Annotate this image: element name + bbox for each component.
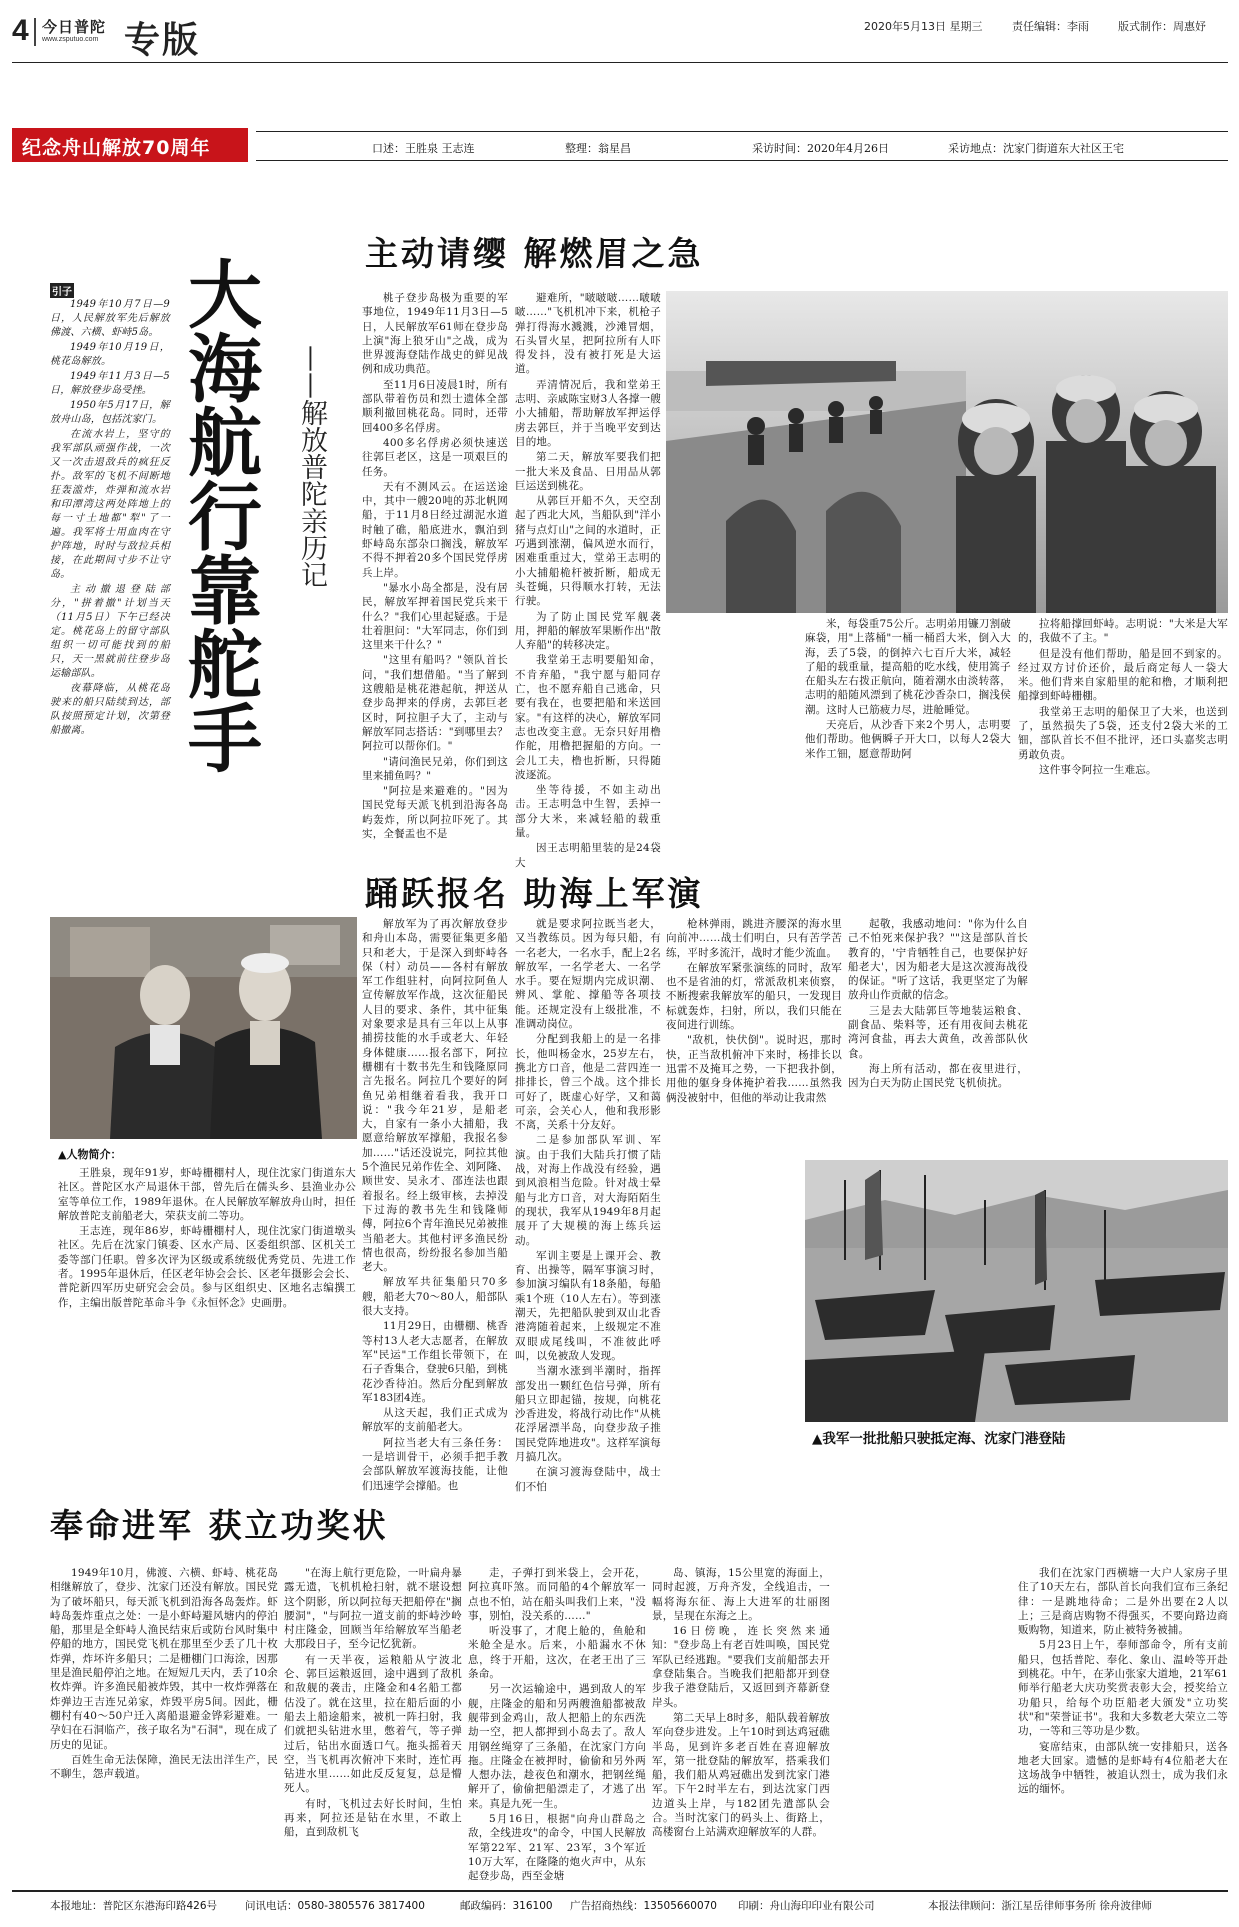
interviewees-photo-graphic bbox=[50, 917, 357, 1139]
article-paragraph: 我们在沈家门西横塘一大户人家房子里住了10天左右，部队首长向我们宣布三条纪律：一是跳地待命；二是外出要在2人以上；三是商店购物不得强买，不要向路边商贩购物，知道来，防止被特务被捕。 bbox=[1018, 1567, 1228, 1637]
section3-column-5 bbox=[1018, 1566, 1228, 1870]
footer-ad-phone: 广告招商热线：13505660070 bbox=[570, 1900, 717, 1912]
harbor-photo-graphic bbox=[805, 1160, 1228, 1422]
section1-column-1 bbox=[362, 291, 508, 853]
footer-phone: 问讯电话：0580-3805576 3817400 bbox=[245, 1900, 425, 1912]
intro-paragraph: 在流水岩上，坚守的我军部队顽强作战，一次又一次击退敌兵的疯狂反扑。敌军的飞机不间断地狂轰滥炸，炸弹和流水岩和印潭湾这两处阵地上的每一寸土地都"犁"了一遍。我军将士用血肉在守护阵地，时时与敌拉兵相接，在此期间寸步不让守岛。 bbox=[50, 429, 170, 580]
section2-column-2 bbox=[515, 917, 661, 1493]
article-paragraph: 我堂弟王志明要船知命，不肯弃船，"我宁愿与船同存亡，也不愿弃船自己逃命，只要有我在，也要把船和米送回家。"有这样的决心，解放军同志也改变主意。无奈只好用橹作舵，用橹把握船的方向。一会儿工夫，橹也折断，只得随波逐流。 bbox=[515, 654, 661, 781]
section3-column-4 bbox=[652, 1566, 830, 1870]
section2-column-3 bbox=[666, 917, 842, 1157]
article-paragraph: 但是没有他们帮助，船是回不到家的。经过双方讨价还价，最后商定每人一袋大米。他们背来自家船里的舵和橹，才顺利把船撑到虾峙栅棚。 bbox=[1018, 647, 1228, 703]
article-paragraph: 天亮后，从沙香下来2个男人，志明要他们帮助。他俩瞬子开大口，以每人2袋大米作工钿，愿意帮助阿 bbox=[805, 719, 1011, 760]
article-paragraph: 听没事了，才爬上舱的，鱼舱和米舱全是水。后来，小船漏水不休息，终于开船，这次，在老王出了三条命。 bbox=[468, 1625, 646, 1681]
masthead-layout: 版式制作：周惠妤 bbox=[1118, 20, 1206, 33]
article-paragraph: 11月29日，由栅棚、桃香等村13人老大志愿者，在解放军"民运"工作组长带领下，在石子香集合，登驶6只船，到桃花沙香待泊。然后分配到解放军183团4连。 bbox=[362, 1320, 508, 1404]
article-paragraph: 二是参加部队军训、军演。由于我们大陆兵打惯了陆战，对海上作战没有经验，遇到风浪相当危险。针对战士晕船与北方口音，对大海陌陌生的现状，我军从1949年8月起展开了大规模的海上练兵运动。 bbox=[515, 1134, 661, 1247]
section1-column-4 bbox=[1018, 617, 1228, 853]
article-paragraph: "敌机，快伏倒"。说时迟，那时快，正当敌机俯冲下来时，杨排长以迅雷不及掩耳之势，一下把我扑倒，用他的躯身身体掩护着我……虽然我俩没被射中，但他的举动让我肃然 bbox=[666, 1034, 842, 1104]
intro-paragraph: 夜幕降临，从桃花岛驶来的船只陆续到达，部队按照预定计划，次第登船撤离。 bbox=[50, 683, 170, 736]
interviewees-photo bbox=[50, 917, 357, 1139]
article-paragraph: 分配到我船上的是一名排长，他叫杨金水，25岁左右，携北方口音，他是二营四连一排排长，曾三个战。这个排长可好了，既虚心好学，又和蔼可亲，会关心人，他和我形影不离，关系十分友好。 bbox=[515, 1033, 661, 1132]
anniversary-banner bbox=[12, 128, 248, 162]
article-paragraph: "请问渔民兄弟，你们到这里来捕鱼吗？" bbox=[362, 755, 508, 782]
footer-address: 本报地址：普陀区东港海印路426号 bbox=[50, 1900, 218, 1912]
masthead-rule bbox=[12, 62, 1228, 63]
article-paragraph: 天有不测风云。在运送途中，其中一艘20吨的苏北帆网船，于11月8日经过湖泥水道时触了礁，船底进水，飘泊到虾峙岛东部杂口搁浅，解放军不得不押着20多个国民党俘虏兵上岸。 bbox=[362, 480, 508, 579]
masthead-logo-separator bbox=[34, 18, 36, 46]
article-paragraph: 当潮水涨到半潮时，指挥部发出一颗红色信号弹，所有船只立即起锚，按规，向桃花沙香进发，将战行动比作"从桃花浮屠漂半岛，向登步敌子推国民党阵地进攻"。这样军演每月搞几次。 bbox=[515, 1365, 661, 1463]
article-paragraph: 为了防止国民党军舰袭用，押船的解放军果断作出"散人弃船"的转移决定。 bbox=[515, 610, 661, 652]
article-paragraph: "暴水小岛全都是，没有居民，解放军押着国民党兵来干什么？"我们心里起疑惑。于是壮着胆问："大军同志，你们到这里来干什么？" bbox=[362, 581, 508, 652]
main-headline: 大海航行靠舵手 bbox=[176, 256, 262, 774]
section1-title: 主动请缨 解燃眉之急 bbox=[365, 234, 704, 273]
article-paragraph: 至11月6日凌晨1时，所有部队带着伤员和烈士遗体全部顺利撤回桃花岛。同时，还带回400多名俘虏。 bbox=[362, 378, 508, 434]
article-paragraph: 解放军为了再次解放登步和舟山本岛，需要征集更多船只和老大，于是深入到虾峙各保（村）动员——各村有解放军工作组驻村，向阿拉阿鱼人宣传解放军作战，这次征船民人目的要求、条件，其中征集对象要求是具有三年以上从事捕捞技能的水手或老大、年轻身体健康……报名部下，阿拉栅棚有十数书先生和钱隆原同言先报名。阿拉几个要好的阿鱼兄弟相继着看我，我开口说："我今年21岁，是船老大，自家有一条小大捕船，我愿意给解放军撑船，我报名参加……"话还没说完，阿拉其他5个渔民兄弟作佐全、刘阿隆、顾世安、吴永才、邵连法也跟着报名。经上级审核，去掉没下过海的教书先生和钱隆师傅，阿拉6个青年渔民兄弟被推当船老大。其他村评多渔民纷情也很高，纷纷报名参加当船老大。 bbox=[362, 918, 508, 1274]
article-paragraph: 宴席结束，由部队统一安排船只，送各地老大回家。遗憾的是虾峙有4位船老大在这场战争中牺牲，被追认烈士，成为我们永远的缅怀。 bbox=[1018, 1740, 1228, 1796]
article-paragraph: 起敬，我感动地问："你为什么自己不怕死来保护我？""这是部队首长教育的，'宁肯牺牲自己，也要保护好船老大'，因为船老大是这次渡海战役的保证。"听了这话，我更坚定了为解放舟山作贡献的信念。 bbox=[848, 918, 1028, 1002]
article-paragraph: 解放军共征集船只70多艘，船老大70～80人，船部队很大支持。 bbox=[362, 1276, 508, 1318]
article-paragraph: 在演习渡海登陆中，战士们不怕 bbox=[515, 1466, 661, 1493]
article-paragraph: 坐等待援，不如主动出击。王志明急中生智，丢掉一部分大米，来减轻船的载重量。 bbox=[515, 784, 661, 839]
article-paragraph: 我堂弟王志明的船保卫了大米，也送到了，虽然损失了5袋，还支付2袋大米的工钿，部队首长不但不批评，还口头嘉奖志明勇敢负责。 bbox=[1018, 705, 1228, 761]
meta-interview-time: 采访时间：2020年4月26日 bbox=[752, 142, 889, 155]
article-paragraph: 海上所有活动，都在夜里进行，因为白天为防止国民党飞机侦扰。 bbox=[848, 1062, 1028, 1090]
article-paragraph: 从郭巨开船不久，天空刮起了西北大风，当船队到"洋小猪与点灯山"之间的水道时，正巧遇到涨潮，偏风逆水而行，困难重重过大，堂弟王志明的小大捕船桅杆被折断，船成无头苍蝇，只得顺水打转，无法行驶。 bbox=[515, 495, 661, 608]
article-paragraph: 5月16日，根据"向舟山群岛之敌，全线进攻"的命令，中国人民解放军第22军、21军、23军，3个军近10万大军，在隆隆的炮火声中，从东起登步岛，西至金塘 bbox=[468, 1813, 646, 1883]
section1-column-3 bbox=[805, 617, 1011, 853]
meta-arranged: 整理：翁星昌 bbox=[565, 142, 631, 155]
article-paragraph: 因王志明船里装的是24袋大 bbox=[515, 842, 661, 869]
section-name: 专版 bbox=[124, 20, 201, 61]
article-paragraph: 1949年10月，佛渡、六横、虾峙、桃花岛相继解放了，登步、沈家门还没有解放。国民党为了破坏船只，每天派飞机到沿海各岛轰炸。虾峙岛轰炸重点之处：一是小虾峙避风塘内的停泊船，那里是全虾峙人渔民结束后或防台风时集中停船的地方，国民党飞机在那里至少丢了几十枚炸弹，炸坏许多船只；二是栅棚门口海涂，因那里是渔民船停泊之地。在短短几天内，丢了10余枚炸弹。许多渔民船被炸毁，其中一枚炸弹落在炸弹边王吉连兄弟家，炸毁平房5间。因此，栅棚村有40～50户迁入离船退避金铧彩避难。一孕妇在石洞临产，孩子取名为"石洞"，现在成了历史的见证。 bbox=[50, 1567, 278, 1751]
article-paragraph: 在解放军紧张演练的同时，敌军也不是省油的灯，常派敌机来侦察，不断搜索我解放军的船只，一发现目标就轰炸，扫射，所以，我们只能在夜间进行训练。 bbox=[666, 961, 842, 1032]
article-paragraph: 避难所，"啵啵啵……啵啵啵……"飞机机冲下来，机枪子弹打得海水溅溅，沙滩冒烟，石头冒火星，把阿拉所有人吓得发抖，没有被打死是大运道。 bbox=[515, 292, 661, 376]
article-paragraph: 第二天，解放军要我们把一批大米及食品、日用品从郭巨运送到桃花。 bbox=[515, 451, 661, 492]
harbor-photo-caption: ▲我军一批批船只驶抵定海、沈家门港登陆 bbox=[812, 1431, 1066, 1447]
page-number: 4 bbox=[12, 14, 29, 47]
masthead bbox=[0, 0, 1239, 70]
bio-text bbox=[58, 1166, 356, 1386]
article-paragraph: 16日傍晚，连长突然来通知："登步岛上有老百姓叫唤，国民党军队已经逃跑。"要我们支前船部去开拿登陆集合。当晚我们把船都开到登步我子港登陆后，又返回到齐幕新登岸头。 bbox=[652, 1625, 830, 1709]
meta-rule-top bbox=[256, 131, 1228, 132]
section2-title: 踊跃报名 助海上军演 bbox=[365, 874, 704, 913]
intro-paragraph: 1949年10月19日，桃花岛解放。 bbox=[50, 342, 170, 367]
footer-legal: 本报法律顾问：浙江星岳律师事务所 徐舟波律师 bbox=[928, 1900, 1152, 1912]
meta-interview-place: 采访地点：沈家门街道东大社区王宅 bbox=[948, 142, 1124, 155]
bio-paragraph: 王胜泉，现年91岁，虾峙栅棚村人，现住沈家门街道东大社区。普陀区水产局退休干部，曾先后在儒头乡、县渔业办公室等单位工作，1989年退休。在人民解放军解放舟山时，担任解放普陀支前船老大，荣获支前二等功。 bbox=[58, 1167, 356, 1222]
article-paragraph: "这里有船吗？"领队首长问，"我们想借船。"当了解到这艘船是桃花港起航，押送从登步岛押来的俘虏，去郭巨老区时，阿拉胆子大了，主动与解放军同志搭话："到哪里去？阿拉可以帮你们。" bbox=[362, 654, 508, 753]
article-paragraph: 这件事令阿拉一生难忘。 bbox=[1039, 763, 1157, 776]
intro-paragraph: 1949年10月7日—9日，人民解放军先后解放佛渡、六横、虾峙5岛。 bbox=[50, 299, 170, 338]
section1-photo-soldiers bbox=[666, 291, 1228, 613]
footer bbox=[50, 1898, 1230, 1916]
section3-column-2 bbox=[284, 1566, 462, 1870]
section2-column-1 bbox=[362, 917, 508, 1492]
article-paragraph: 米，每袋重75公斤。志明弟用镰刀割破麻袋，用"上落桶"一桶一桶舀大米，倒入大海，丢了5袋，的倒掉六七百斤大米，减轻了船的载重量，提高船的吃水线，使用篙子在船头左右拨正航向，随着潮水由淡转落，志明的船随风漂到了桃花沙香杂口，搁浅侯潮。这时人已筋疲力尽，进舱睡觉。 bbox=[805, 618, 1011, 716]
article-paragraph: 走，子弹打到米袋上，会开花，阿拉真吓煞。而同船的4个解放军一点也不怕，站在船头叫我们上来，"没事，别怕，没关系的……" bbox=[468, 1567, 646, 1622]
intro-label: 引子 bbox=[50, 283, 74, 298]
article-paragraph: 有一天半夜，运粮船从宁波北仑、郭巨运粮返回，途中遇到了敌机和敌舰的袭击，庄隆金和4名船工都估没了。就在这里，拉在船后面的小船去上船途船来，被机一阵扫射，我们就把头钻进水里，憋着气，等子弹过后，钻出水面透口气。拖头摇着天空，当飞机再次俯冲下来时，连忙再钻进水里……如此反反复复，总是懵死人。 bbox=[284, 1653, 462, 1795]
masthead-logo-url: www.zsputuo.com bbox=[42, 36, 99, 43]
soldiers-photo-graphic bbox=[666, 291, 1228, 613]
article-paragraph: 阿拉当老大有三条任务：一是培训骨干，必须手把手教会部队解放军渡海技能，让他们迅速学会撑船。也 bbox=[362, 1436, 508, 1492]
masthead-logo: 今日普陀 bbox=[42, 18, 107, 36]
intro-text bbox=[50, 298, 170, 873]
intro-paragraph: 1949年11月3日—5日，解放登步岛受挫。 bbox=[50, 371, 170, 396]
footer-printer: 印刷：舟山海印印业有限公司 bbox=[738, 1900, 875, 1912]
article-paragraph: 弄清情况后，我和堂弟王志明、亲戚陈宝财3人各撑一艘小大捕船，帮助解放军押运俘虏去郭巨，并于当晚平安到达目的地。 bbox=[515, 378, 661, 448]
sub-headline: ——解放普陀亲历记 bbox=[296, 345, 327, 588]
meta-oral: 口述：王胜泉 王志连 bbox=[372, 142, 475, 155]
article-paragraph: 另一次运输途中，遇到敌人的军舰，庄隆金的船和另两艘渔船都被敌舰带到金鸡山，敌人把船上的东西洗劫一空，把人都押到小岛去了。敌人用钢丝绳穿了三条船，在沈家门方向拖。庄隆金在被押时，偷偷和另外两人想办法，趁夜色和潮水，把钢丝绳解开了，偷偷把船漂走了，才逃了出来。真是九死一生。 bbox=[468, 1683, 646, 1810]
article-paragraph: 第二天早上8时多，船队载着解放军向登步进发。上午10时到达鸡冠礁半岛，见到许多老百姓在喜迎解放军，第一批登陆的解放军，搭乘我们船，我们船从鸡冠礁出发到沈家门港军。下午2时半左右，到达沈家门西边道头上岸，与182团先遣部队会合。当时沈家门的码头上、街路上，高楼窗台上站满欢迎解放军的人群。 bbox=[652, 1711, 830, 1839]
article-paragraph: 5月23日上午，奉师部命令，所有支前船只，包括普陀、奉化、象山、温岭等开赴到桃花。中午，在茅山张家大道地，21军61师举行船老大庆功奖赏表彰大会，授奖给立功船只，给每个功臣船老大颁发"立功奖状"和"荣誉证书"。我和大多数老大荣立二等功，一等和三等功是少数。 bbox=[1018, 1639, 1228, 1738]
section2-column-4 bbox=[848, 917, 1028, 1157]
masthead-date: 2020年5月13日 星期三 bbox=[864, 20, 983, 33]
article-paragraph: 就是要求阿拉既当老大，又当教练员。因为每只船，有一名老大，一名水手，配上2名解放军，一名学老大、一名学水手。要在短期内完成识潮、辨风、掌舵、撑船等各项技能。还规定没有上级批准，不准调动岗位。 bbox=[515, 918, 661, 1031]
section3-column-1 bbox=[50, 1566, 278, 1870]
article-paragraph: 有时，飞机过去好长时间，生怕再来，阿拉还是钻在水里，不敢上船，直到敌机飞 bbox=[284, 1797, 462, 1839]
article-paragraph: 军训主要是上课开会、教育、出操等，隔军事演习时，参加演习编队有18条船，每船乘1个班（10人左右）。等到涨潮天，先把船队驶到双山北香港湾随着起来，上级规定不准双眼成尾线叫，不准彼此呼叫，以免被敌人发现。 bbox=[515, 1249, 661, 1362]
anniversary-banner-text: 纪念舟山解放70周年 bbox=[22, 137, 211, 159]
footer-postcode: 邮政编码：316100 bbox=[460, 1900, 553, 1912]
intro-paragraph: 1950年5月17日，解放舟山岛，包括沈家门。 bbox=[50, 400, 170, 425]
article-paragraph: 桃子登步岛极为重要的军事地位，1949年11月3日—5日，人民解放军61师在登步岛上演"海上狼牙山"之战，成为世界渡海登陆作战史的鲜见战例和成功典范。 bbox=[362, 292, 508, 376]
bio-caption-label: ▲人物简介： bbox=[58, 1148, 122, 1161]
article-paragraph: 拉将船撑回虾峙。志明说："大米是大军的，我做不了主。" bbox=[1018, 618, 1228, 645]
article-paragraph: 从这天起，我们正式成为解放军的支前船老大。 bbox=[362, 1407, 508, 1434]
section1-column-2 bbox=[515, 291, 661, 869]
intro-paragraph: 主动撤退登陆部分，"拼着撤"计划当天（11月5日）下午已经决定。桃花岛上的留守部队组织一切可能找到的船只，天一黑就前往登步岛运输部队。 bbox=[50, 584, 170, 679]
article-paragraph: 三是去大陆郭巨等地装运粮食、副食品、柴料等，还有用夜间去桃花湾河食盐，再去大黄鱼，改善部队伙食。 bbox=[848, 1004, 1028, 1060]
article-paragraph: 岛、镇海，15公里宽的海面上，同时起渡，万舟齐发，全线追击，一幅将海东征、海上大进军的壮丽图景，呈现在东海之上。 bbox=[652, 1567, 830, 1622]
masthead-editor: 责任编辑：李雨 bbox=[1012, 20, 1089, 33]
footer-rule bbox=[12, 1890, 1228, 1892]
article-paragraph: "在海上航行更危险，一叶扁舟暴露无遗，飞机机枪扫射，就不堪设想这个阴影，所以阿拉每天把船停在"搁腰洞"，"与阿拉一道支前的虾峙沙岭村庄隆金，回顾当年给解放军当船老大那段日子，至今记忆犹新。 bbox=[284, 1567, 462, 1651]
bio-paragraph: 王志连，现年86岁，虾峙栅棚村人，现住沈家门街道墩头社区。先后在沈家门镇委、区水产局、区委组织部、区机关工委等部门任职。曾多次评为区级或系统级优秀党员、先进工作者。1995年退休后，任区老年协会会长、区老年摄影会会长、普陀新四军历史研究会会员。参与区组织史、区地名志编撰工作，主编出版普陀革命斗争《永恒怀念》史画册。 bbox=[58, 1225, 356, 1309]
section3-column-3 bbox=[468, 1566, 646, 1883]
harbor-photo bbox=[805, 1160, 1228, 1422]
article-paragraph: 400多名俘虏必须快速送往郭巨老区，这是一项艰巨的任务。 bbox=[362, 436, 508, 478]
article-paragraph: "阿拉是来避难的。"因为国民党每天派飞机到沿海各岛屿轰炸，所以阿拉吓死了。其实，全餐盂也不是 bbox=[362, 785, 508, 840]
meta-rule-bottom bbox=[256, 160, 1228, 161]
article-paragraph: 百姓生命无法保障，渔民无法出洋生产，民不聊生，怨声载道。 bbox=[50, 1753, 278, 1781]
article-paragraph: 枪林弹雨，跳进齐腰深的海水里向前冲……战士们明白，只有苦学苦练，平时多流汗，战时才能少流血。 bbox=[666, 918, 842, 959]
section3-title: 奉命进军 获立功奖状 bbox=[50, 1506, 389, 1545]
